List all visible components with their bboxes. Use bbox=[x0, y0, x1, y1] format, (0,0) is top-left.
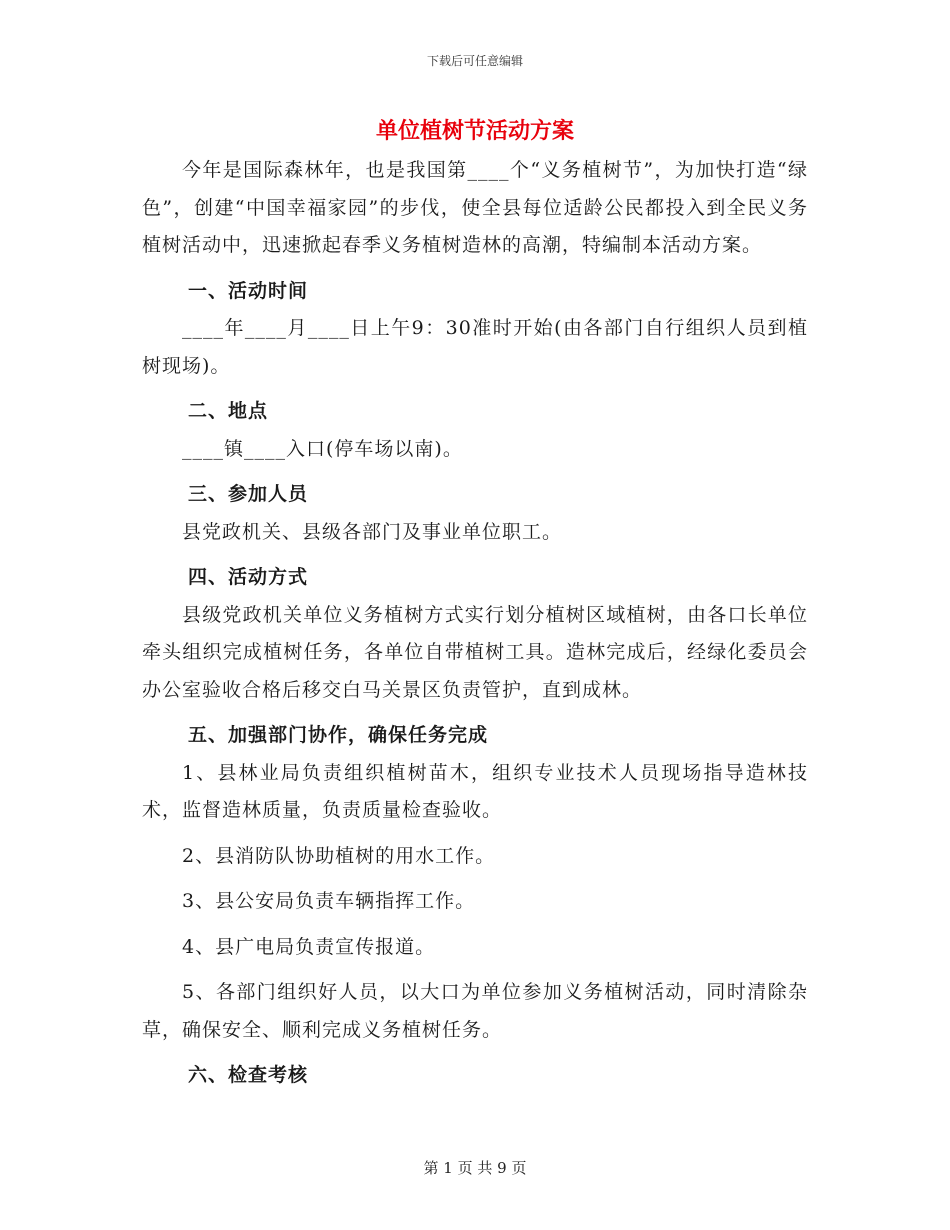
section-heading-cooperation: 五、加强部门协作，确保任务完成 bbox=[188, 724, 489, 746]
section-heading-inspection: 六、检查考核 bbox=[188, 1064, 309, 1086]
list-item: 5、各部门组织好人员，以大口为单位参加义务植树活动，同时清除杂草，确保安全、顺利完成义务植树任务。 bbox=[142, 981, 808, 1041]
section-heading-participants: 三、参加人员 bbox=[188, 483, 309, 505]
section-heading-time: 一、活动时间 bbox=[188, 279, 309, 302]
header-note: 下载后可任意编辑 bbox=[426, 54, 523, 68]
list-item: 1、县林业局负责组织植树苗木，组织专业技术人员现场指导造林技术，监督造林质量，负责质量检查验收。 bbox=[142, 761, 808, 821]
document-body bbox=[142, 152, 808, 1095]
section-heading-method: 四、活动方式 bbox=[188, 566, 309, 588]
section-paragraph: 县级党政机关单位义务植树方式实行划分植树区域植树，由各口长单位牵头组织完成植树任务，各单位自带植树工具。造林完成后，经绿化委员会办公室验收合格后移交白马关景区负责管护，直到成林。 bbox=[142, 603, 808, 701]
section-paragraph: ____镇____入口(停车场以南)。 bbox=[182, 437, 463, 460]
page-number: 第 1 页 共 9 页 bbox=[423, 1159, 527, 1177]
section-heading-location: 二、地点 bbox=[188, 400, 269, 422]
section-paragraph: 县党政机关、县级各部门及事业单位职工。 bbox=[182, 520, 563, 543]
document-title: 单位植树节活动方案 bbox=[375, 119, 574, 144]
list-item: 4、县广电局负责宣传报道。 bbox=[182, 935, 436, 958]
list-item: 3、县公安局负责车辆指挥工作。 bbox=[182, 890, 476, 912]
list-item: 2、县消防队协助植树的用水工作。 bbox=[182, 844, 496, 867]
section-paragraph: ____年____月____日上午9：30准时开始(由各部门自行组织人员到植树现场)。 bbox=[142, 317, 808, 377]
intro-paragraph: 今年是国际森林年，也是我国第____个“义务植树节”，为加快打造“绿色”，创建“中国幸福家园”的步伐，使全县每位适龄公民都投入到全民义务植树活动中，迅速掀起春季义务植树造林的高潮，特编制本活动方案。 bbox=[142, 159, 808, 256]
